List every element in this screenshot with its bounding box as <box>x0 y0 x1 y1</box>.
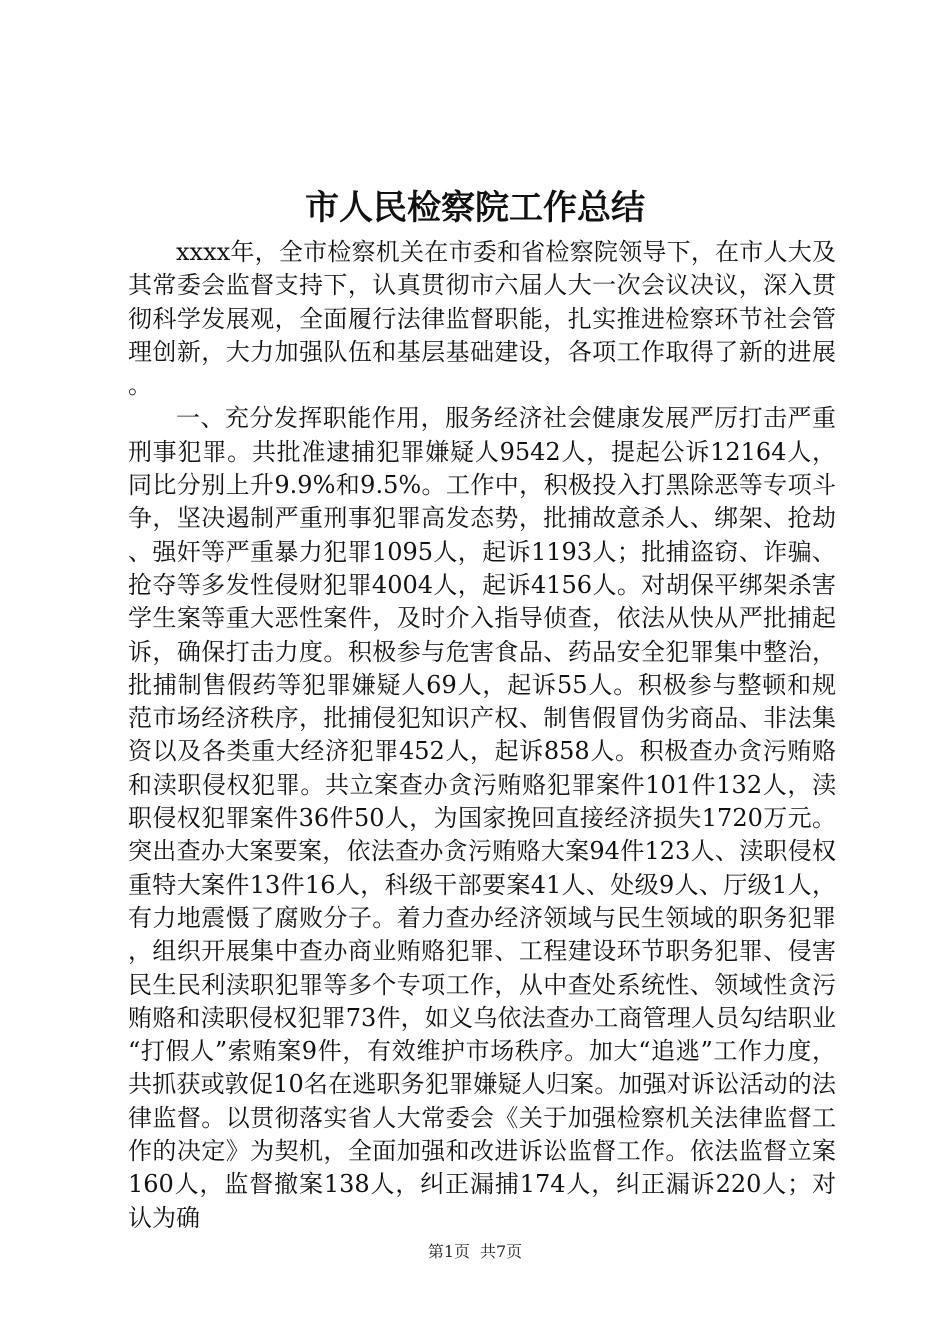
page-footer <box>0 1241 950 1263</box>
page-number-total: 共7页 <box>480 1242 523 1261</box>
document-title: 市人民检察院工作总结 <box>305 188 645 228</box>
document-body <box>128 236 836 1235</box>
paragraph-section-one: 一、充分发挥职能作用，服务经济社会健康发展严厉打击严重刑事犯罪。共批准逮捕犯罪嫌疑人9542人，提起公诉12164人，同比分别上升9.9%和9.5%。工作中，积极投入打黑除恶等专项斗争，坚决遏制严重刑事犯罪高发态势，批捕故意杀人、绑架、抢劫、强奸等严重暴力犯罪1095人，起诉1193人；批捕盗窃、诈骗、抢夺等多发性侵财犯罪4004人，起诉4156人。对胡保平绑架杀害学生案等重大恶性案件，及时介入指导侦查，依法从快从严批捕起诉，确保打击力度。积极参与危害食品、药品安全犯罪集中整治，批捕制售假药等犯罪嫌疑人69人，起诉55人。积极参与整顿和规范市场经济秩序，批捕侵犯知识产权、制售假冒伪劣商品、非法集资以及各类重大经济犯罪452人，起诉858人。积极查办贪污贿赂和渎职侵权犯罪。共立案查办贪污贿赂犯罪案件101件132人，渎职侵权犯罪案件36件50人，为国家挽回直接经济损失1720万元。突出查办大案要案，依法查办贪污贿赂大案94件123人、渎职侵权重特大案件13件16人，科级干部要案41人、处级9人、厅级1人，有力地震慑了腐败分子。着力查办经济领域与民生领域的职务犯罪，组织开展集中查办商业贿赂犯罪、工程建设环节职务犯罪、侵害民生民利渎职犯罪等多个专项工作，从中查处系统性、领域性贪污贿赂和渎职侵权犯罪73件，如义乌依法查办工商管理人员勾结职业“打假人”索贿案9件，有效维护市场秩序。加大“追逃”工作力度，共抓获或敦促10名在逃职务犯罪嫌疑人归案。加强对诉讼活动的法律监督。以贯彻落实省人大常委会《关于加强检察机关法律监督工作的决定》为契机，全面加强和改进诉讼监督工作。依法监督立案160人，监督撤案138人，纠正漏捕174人，纠正漏诉220人；对认为确 <box>128 404 836 1232</box>
paragraph-intro: xxxx年，全市检察机关在市委和省检察院领导下，在市人大及其常委会监督支持下，认真贯彻市六届人大一次会议决议，深入贯彻科学发展观，全面履行法律监督职能，扎实推进检察环节社会管理创新，大力加强队伍和基层基础建设，各项工作取得了新的进展。 <box>128 238 836 400</box>
page-number-current: 第1页 <box>427 1242 470 1261</box>
